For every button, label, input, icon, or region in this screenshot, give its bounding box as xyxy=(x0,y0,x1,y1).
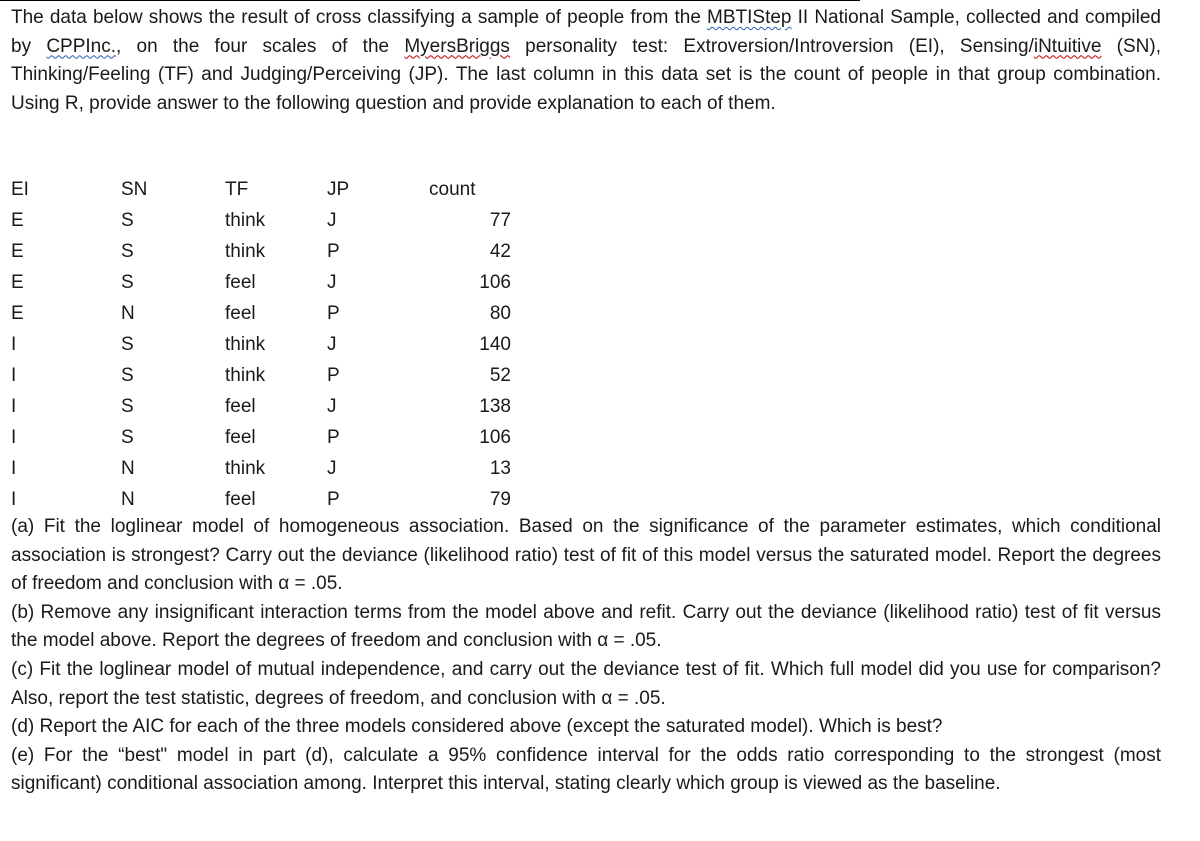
intuitive-term: iNtuitive xyxy=(1033,35,1102,57)
cell-ei: I xyxy=(11,488,17,510)
cell-jp: J xyxy=(327,395,337,417)
intro-text-part: personality test: Extroversion/Introversion (EI), Sensing/ xyxy=(509,35,1034,57)
header-count: count xyxy=(429,179,476,200)
cell-ei: I xyxy=(11,426,17,448)
intro-text xyxy=(11,4,1161,118)
cell-tf: think xyxy=(225,209,266,231)
cell-jp: J xyxy=(327,333,337,355)
question-e: (e) For the “best" model in part (d), calculate a 95% confidence interval for the odds ratio corresponding to the strongest (most significant) conditional association among. Interpret this interval, stating clearly which group is viewed as the baseline. xyxy=(11,744,1161,795)
intro-text-part: , on the four scales of the xyxy=(116,35,405,57)
cell-sn: S xyxy=(121,395,134,417)
questions-block xyxy=(11,513,1161,799)
cell-ei: E xyxy=(11,271,24,293)
cell-tf: feel xyxy=(225,426,256,448)
header-tf: TF xyxy=(225,179,249,200)
table-row xyxy=(11,360,511,391)
header-jp: JP xyxy=(327,179,350,200)
cell-jp: P xyxy=(327,364,340,386)
cell-ei: E xyxy=(11,209,24,231)
cell-ei: E xyxy=(11,302,24,324)
cell-tf: think xyxy=(225,457,266,479)
intro-text-part: II National Sample, collected and compiled by xyxy=(11,7,1161,57)
cell-sn: S xyxy=(121,209,134,231)
cell-ei: E xyxy=(11,240,24,262)
myers-briggs-term: MyersBriggs xyxy=(404,35,510,57)
cell-tf: feel xyxy=(225,395,256,417)
mbti-step-term: MBTIStep xyxy=(707,7,792,28)
cell-count: 106 xyxy=(479,271,511,293)
table-row xyxy=(11,236,511,267)
header-sn: SN xyxy=(121,179,148,200)
cell-jp: J xyxy=(327,457,337,479)
cell-sn: S xyxy=(121,364,134,386)
cell-tf: feel xyxy=(225,271,256,293)
question-d: (d) Report the AIC for each of the three models considered above (except the saturated model). Which is best? xyxy=(11,716,943,738)
table-header-row xyxy=(11,175,511,205)
cell-jp: J xyxy=(327,209,337,231)
cell-count: 79 xyxy=(489,488,511,510)
cell-tf: feel xyxy=(225,488,256,510)
cell-sn: N xyxy=(121,302,135,324)
data-table xyxy=(11,175,511,515)
intro-text-part: The data below shows the result of cross classifying a sample of people from the xyxy=(11,7,708,28)
cell-tf: think xyxy=(225,333,266,355)
table-row xyxy=(11,298,511,329)
cpp-inc-term: CPPInc. xyxy=(46,35,117,57)
cell-sn: N xyxy=(121,457,135,479)
cell-jp: P xyxy=(327,488,340,510)
cell-count: 80 xyxy=(489,302,511,324)
cell-count: 106 xyxy=(479,426,511,448)
question-b: (b) Remove any insignificant interaction terms from the model above and refit. Carry out the deviance (likelihood ratio) test of fit versus the model above. Report the degrees of freedom and conclusion with α = .05. xyxy=(11,601,1161,652)
intro-paragraph xyxy=(11,4,1161,118)
header-ei: EI xyxy=(11,179,29,200)
cell-count: 140 xyxy=(479,333,511,355)
cell-count: 138 xyxy=(479,395,511,417)
cell-count: 13 xyxy=(489,457,511,479)
cell-ei: I xyxy=(11,395,17,417)
cell-jp: J xyxy=(327,271,337,293)
cell-tf: feel xyxy=(225,302,256,324)
top-rule xyxy=(0,0,860,1)
cell-sn: S xyxy=(121,240,134,262)
cell-jp: P xyxy=(327,240,340,262)
cell-sn: S xyxy=(121,271,134,293)
table-row xyxy=(11,391,511,422)
table-row xyxy=(11,484,511,515)
cell-tf: think xyxy=(225,240,266,262)
cell-count: 52 xyxy=(489,364,511,386)
cell-tf: think xyxy=(225,364,266,386)
cell-sn: S xyxy=(121,426,134,448)
cell-sn: N xyxy=(121,488,135,510)
table-row xyxy=(11,205,511,236)
table-row xyxy=(11,453,511,484)
intro-text-part: (SN), Thinking/Feeling (TF) and Judging/Perceiving (JP). The last column in this data set is the count of people in that group combination. Using R, provide answer to the following question and provide explanation to each of them. xyxy=(11,35,1161,114)
table-row xyxy=(11,329,511,360)
cell-sn: S xyxy=(121,333,134,355)
cell-ei: I xyxy=(11,333,17,355)
cell-jp: P xyxy=(327,426,340,448)
cell-jp: P xyxy=(327,302,340,324)
question-a: (a) Fit the loglinear model of homogeneous association. Based on the significance of the parameter estimates, which conditional association is strongest? Carry out the deviance (likelihood ratio) test of fit of this model versus the saturated model. Report the degrees of freedom and conclusion with α = .05. xyxy=(11,516,1161,595)
table-row xyxy=(11,422,511,453)
question-c: (c) Fit the loglinear model of mutual independence, and carry out the deviance test of fit. Which full model did you use for comparison? Also, report the test statistic, degrees of freedom, and conclusion with α = .05. xyxy=(11,658,1161,709)
cell-count: 77 xyxy=(489,209,511,231)
cell-ei: I xyxy=(11,364,17,386)
cell-ei: I xyxy=(11,457,17,479)
cell-count: 42 xyxy=(489,240,511,262)
table-row xyxy=(11,267,511,298)
